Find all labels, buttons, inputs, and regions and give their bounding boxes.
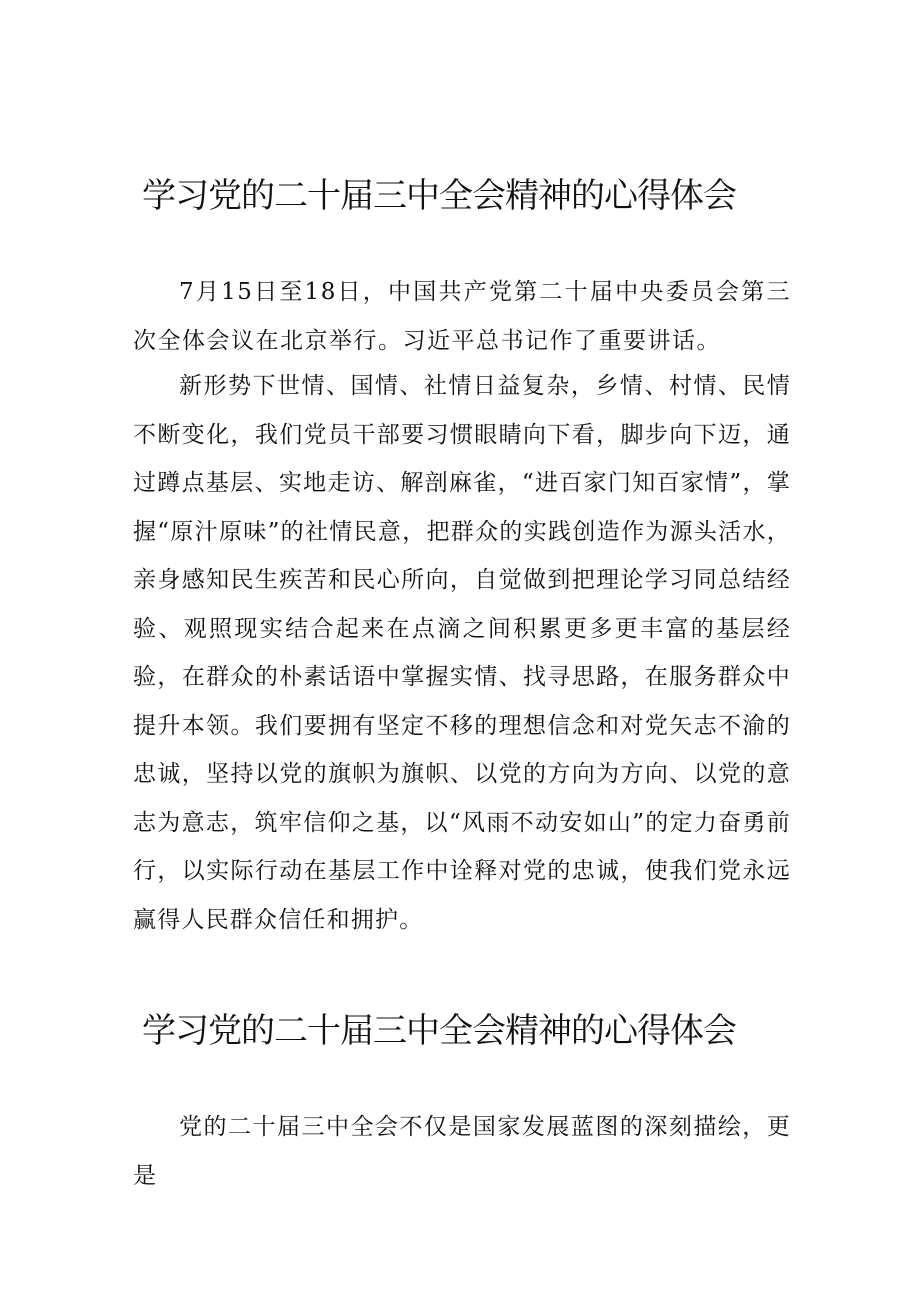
body-paragraph: 7月15日至18日，中国共产党第二十届中央委员会第三次全体会议在北京举行。习近平总书记作了重要讲话。 [133,279,791,354]
section-title: 学习党的二十届三中全会精神的心得体会 [142,176,736,216]
body-paragraph: 新形势下世情、国情、社情日益复杂，乡情、村情、民情不断变化，我们党员干部要习惯眼睛向下看，脚步向下迈，通过蹲点基层、实地走访、解剖麻雀，“进百家门知百家情”，掌握“原汁原味”的社情民意，把群众的实践创造作为源头活水，亲身感知民生疾苦和民心所向，自觉做到把理论学习同总结经验、观照现实结合起来在点滴之间积累更多更丰富的基层经验，在群众的朴素话语中掌握实情、找寻思路，在服务群众中提升本领。我们要拥有坚定不移的理想信念和对党矢志不渝的忠诚，坚持以党的旗帜为旗帜、以党的方向为方向、以党的意志为意志，筑牢信仰之基，以“风雨不动安如山”的定力奋勇前行，以实际行动在基层工作中诠释对党的忠诚，使我们党永远赢得人民群众信任和拥护。 [133,373,791,933]
section-title: 学习党的二十届三中全会精神的心得体会 [142,1011,736,1051]
body-paragraph: 党的二十届三中全会不仅是国家发展蓝图的深刻描绘，更是 [133,1114,791,1189]
